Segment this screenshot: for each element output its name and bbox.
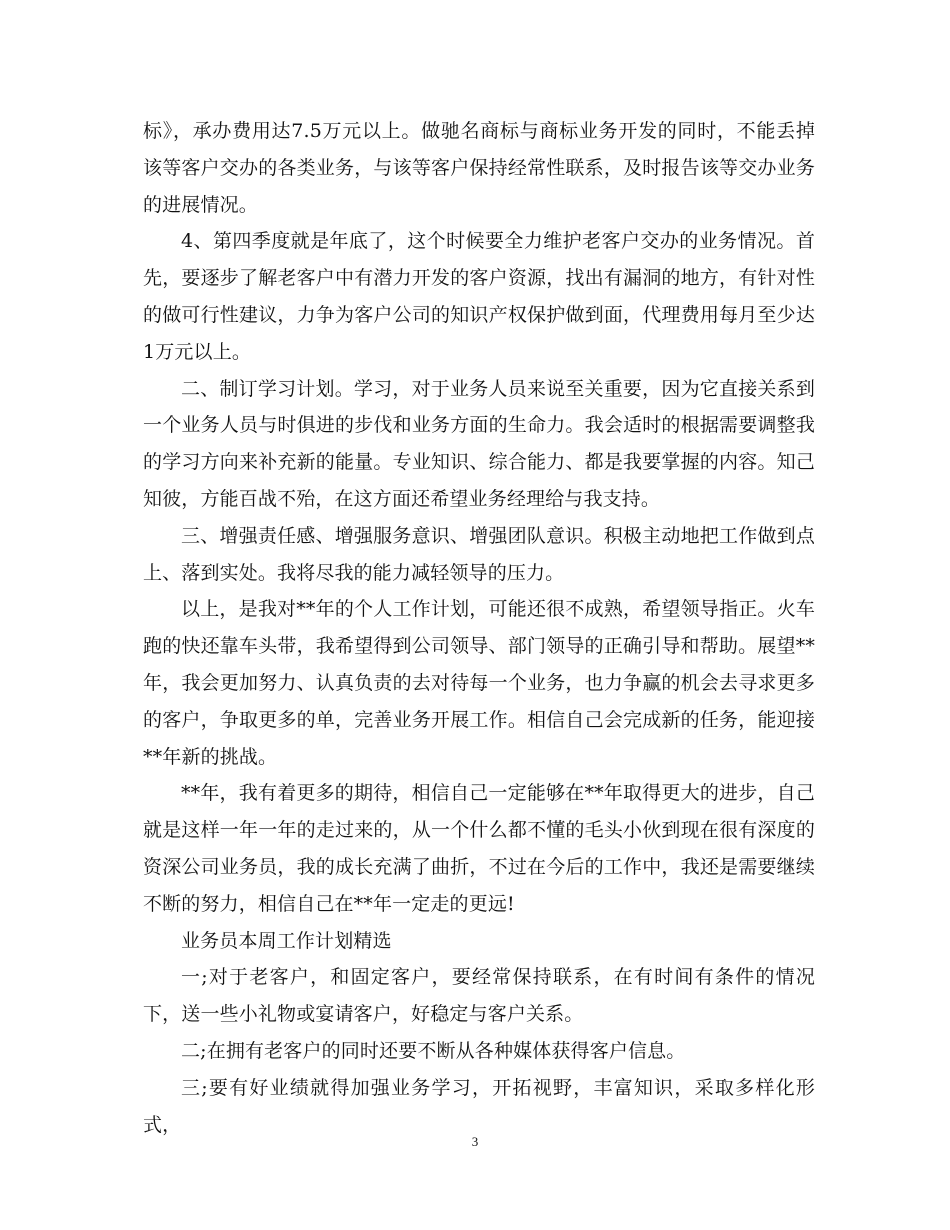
paragraph-study-plan: 二、制订学习计划。学习，对于业务人员来说至关重要，因为它直接关系到一个业务人员与时俱进的步伐和业务方面的生命力。我会适时的根据需要调整我的学习方向来补充新的能量。专业知识、综合能力、都是我要掌握的内容。知己知彼，方能百战不殆，在这方面还希望业务经理给与我支持。 — [143, 377, 815, 510]
paragraph-responsibility: 三、增强责任感、增强服务意识、增强团队意识。积极主动地把工作做到点上、落到实处。我将尽我的能力减轻领导的压力。 — [143, 524, 815, 584]
page-body — [143, 113, 815, 1143]
list-item-learning: 三;要有好业绩就得加强业务学习，开拓视野，丰富知识，采取多样化形式， — [143, 1076, 815, 1136]
page-number: 3 — [471, 1134, 479, 1149]
list-item-new-customers: 二;在拥有老客户的同时还要不断从各种媒体获得客户信息。 — [181, 1039, 686, 1062]
section-heading: 业务员本周工作计划精选 — [181, 929, 392, 952]
paragraph-summary: 以上，是我对**年的个人工作计划，可能还很不成熟，希望领导指正。火车跑的快还靠车头带，我希望得到公司领导、部门领导的正确引导和帮助。展望**年，我会更加努力、认真负责的去对待每一个业务，也力争赢的机会去寻求更多的客户，争取更多的单，完善业务开展工作。相信自己会完成新的任务，能迎接**年新的挑战。 — [143, 598, 815, 768]
paragraph-expectations: **年，我有着更多的期待，相信自己一定能够在**年取得更大的进步，自己就是这样一年一年的走过来的，从一个什么都不懂的毛头小伙到现在很有深度的资深公司业务员，我的成长充满了曲折，不过在今后的工作中，我还是需要继续不断的努力，相信自己在**年一定走的更远! — [143, 782, 815, 915]
paragraph-continuation: 标》，承办费用达7.5万元以上。做驰名商标与商标业务开发的同时，不能丢掉该等客户交办的各类业务，与该等客户保持经常性联系，及时报告该等交办业务的进展情况。 — [143, 120, 815, 216]
list-item-old-customers: 一;对于老客户，和固定客户，要经常保持联系，在有时间有条件的情况下，送一些小礼物或宴请客户，好稳定与客户关系。 — [143, 966, 815, 1026]
paragraph-fourth-quarter: 4、第四季度就是年底了，这个时候要全力维护老客户交办的业务情况。首先，要逐步了解老客户中有潜力开发的客户资源，找出有漏洞的地方，有针对性的做可行性建议，力争为客户公司的知识产权保护做到面，代理费用每月至少达1万元以上。 — [143, 230, 815, 363]
